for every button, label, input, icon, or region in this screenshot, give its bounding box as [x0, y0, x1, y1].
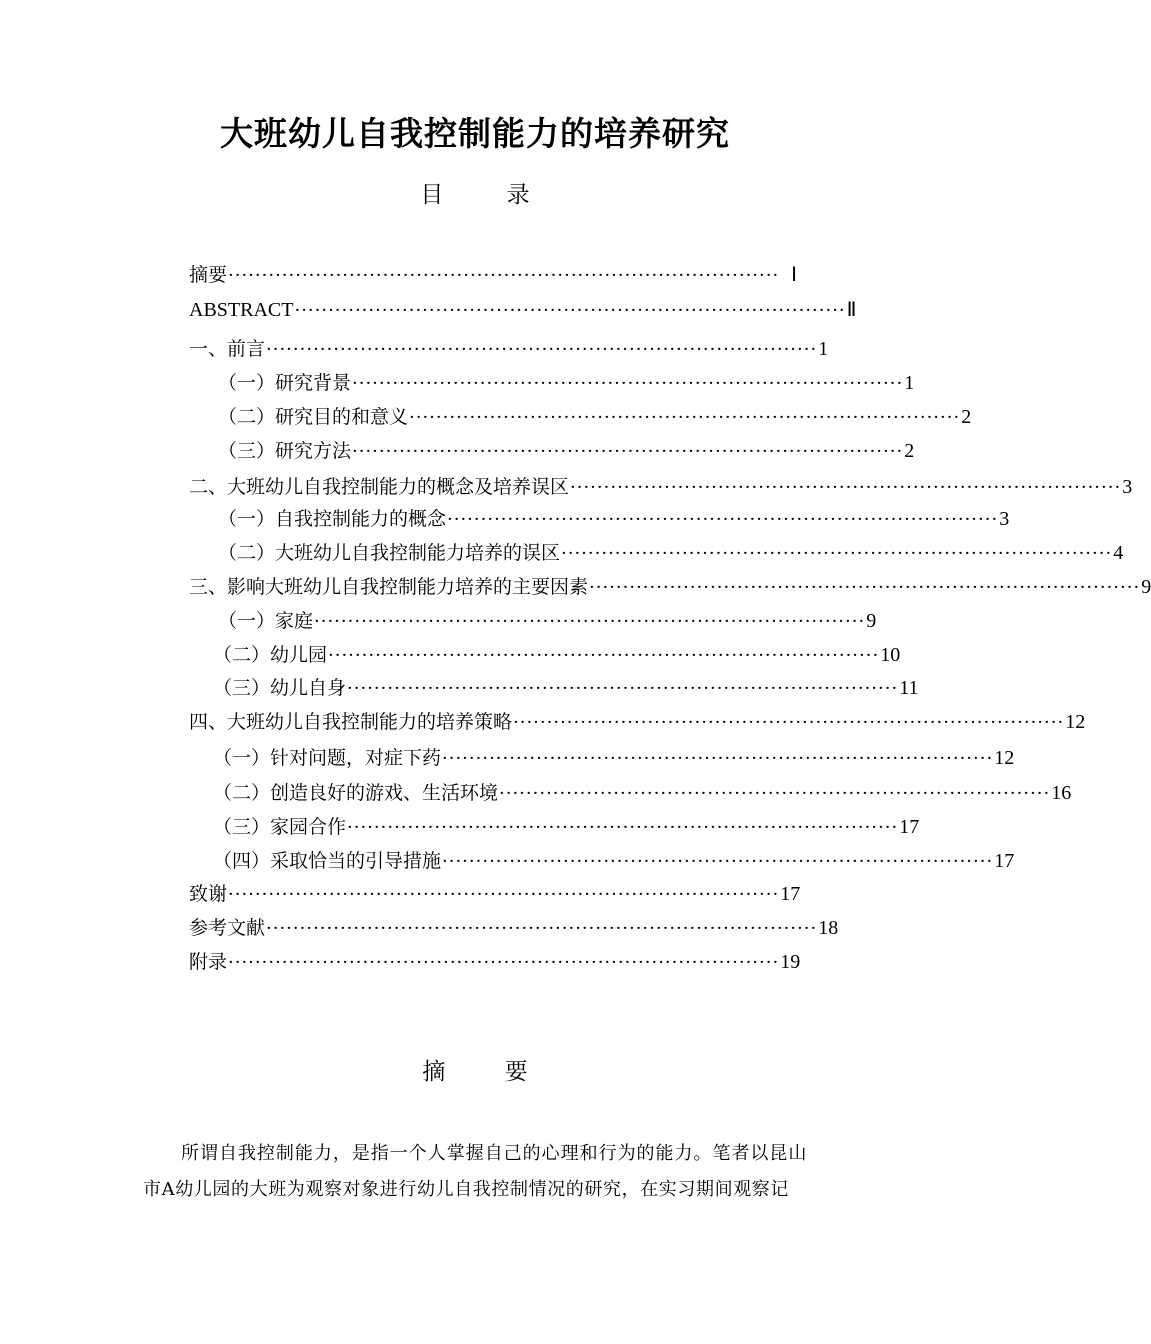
toc-entry[interactable]: [213, 845, 1015, 877]
toc-entry-page: 4: [1113, 542, 1124, 564]
toc-entry-page: 3: [1122, 476, 1133, 498]
toc-leader-dots: ··················································································: [347, 678, 899, 699]
toc-entry[interactable]: [189, 294, 857, 326]
toc-entry-page: 12: [1065, 711, 1086, 733]
toc-entry-page: 12: [994, 747, 1015, 769]
toc-entry-title: 二、大班幼儿自我控制能力的概念及培养误区: [189, 476, 570, 498]
toc-leader-dots: ··················································································: [228, 884, 780, 905]
toc-leader-dots: ··················································································: [442, 748, 994, 769]
toc-entry-title: （二）大班幼儿自我控制能力培养的误区: [218, 542, 561, 564]
toc-entry[interactable]: [218, 401, 972, 433]
toc-entry-title: 参考文献: [189, 917, 266, 939]
toc-entry-title: （一）针对问题，对症下药: [213, 747, 442, 769]
toc-entry-title: 附录: [189, 951, 228, 973]
toc-leader-dots: ··················································································: [447, 509, 999, 530]
toc-entry[interactable]: [218, 367, 915, 399]
toc-entry-page: 3: [999, 508, 1010, 530]
toc-entry-page: 1: [904, 372, 915, 394]
toc-entry[interactable]: [213, 639, 901, 671]
toc-entry-page: 16: [1051, 782, 1072, 804]
toc-entry[interactable]: [189, 571, 1151, 603]
document-title: 大班幼儿自我控制能力的培养研究: [220, 114, 730, 153]
toc-leader-dots: ··················································································: [328, 645, 880, 666]
toc-leader-dots: ··················································································: [442, 851, 994, 872]
toc-leader-dots: ··················································································: [228, 952, 780, 973]
toc-leader-dots: ··················································································: [409, 407, 961, 428]
toc-entry-title: （一）自我控制能力的概念: [218, 508, 447, 530]
toc-entry-title: （三）研究方法: [218, 440, 352, 462]
toc-entry-page: Ⅰ: [791, 264, 797, 286]
toc-leader-dots: ··················································································: [314, 611, 866, 632]
toc-entry-title: （三）幼儿自身: [213, 677, 347, 699]
toc-entry[interactable]: [218, 605, 877, 637]
toc-entry-page: 9: [1141, 576, 1151, 598]
toc-entry-title: （二）创造良好的游戏、生活环境: [213, 782, 499, 804]
toc-entry[interactable]: [189, 946, 801, 978]
toc-entry[interactable]: [189, 912, 839, 944]
toc-entry-title: （二）研究目的和意义: [218, 406, 409, 428]
toc-entry-page: 17: [780, 883, 801, 905]
toc-entry-page: 17: [899, 816, 920, 838]
toc-entry-page: 9: [866, 610, 877, 632]
toc-entry-page: 19: [780, 951, 801, 973]
toc-entry[interactable]: [189, 333, 829, 365]
toc-entry-title: 摘要: [189, 264, 228, 286]
toc-entry-page: Ⅱ: [846, 299, 857, 321]
toc-entry-page: 11: [899, 677, 919, 699]
toc-leader-dots: ··················································································: [347, 817, 899, 838]
toc-leader-dots: ··················································································: [499, 783, 1051, 804]
toc-leader-dots: ··················································································: [570, 477, 1122, 498]
toc-leader-dots: ··················································································: [294, 300, 846, 321]
toc-entry-title: （一）研究背景: [218, 372, 352, 394]
toc-entry[interactable]: [213, 672, 919, 704]
toc-entry-title: 三、影响大班幼儿自我控制能力培养的主要因素: [189, 576, 589, 598]
toc-entry-title: （一）家庭: [218, 610, 314, 632]
toc-entry[interactable]: [189, 471, 1133, 503]
toc-entry-title: （三）家园合作: [213, 816, 347, 838]
toc-leader-dots: ··················································································: [352, 373, 904, 394]
toc-entry-title: ABSTRACT: [189, 299, 294, 321]
toc-entry[interactable]: [189, 259, 797, 291]
toc-entry-title: （二）幼儿园: [213, 644, 328, 666]
toc-entry[interactable]: [218, 435, 915, 467]
toc-entry-page: 2: [961, 406, 972, 428]
toc-entry-title: 四、大班幼儿自我控制能力的培养策略: [189, 711, 513, 733]
toc-leader-dots: ··················································································: [589, 577, 1141, 598]
toc-leader-dots: ··················································································: [266, 339, 818, 360]
toc-leader-dots: ··················································································: [228, 265, 780, 286]
abstract-paragraph: 所谓自我控制能力，是指一个人掌握自己的心理和行为的能力。笔者以昆山市A幼儿园的大班为观察对象进行幼儿自我控制情况的研究，在实习期间观察记: [143, 1143, 807, 1200]
toc-leader-dots: ··················································································: [513, 712, 1065, 733]
toc-heading: 目 录: [420, 182, 558, 208]
toc-entry-page: 18: [818, 917, 839, 939]
toc-entry[interactable]: [218, 537, 1124, 569]
toc-entry[interactable]: [213, 811, 920, 843]
toc-entry[interactable]: [189, 706, 1086, 738]
toc-entry-title: 一、前言: [189, 338, 266, 360]
toc-leader-dots: ··················································································: [561, 543, 1113, 564]
toc-entry-page: 10: [880, 644, 901, 666]
toc-entry-title: （四）采取恰当的引导措施: [213, 850, 442, 872]
toc-entry-page: 2: [904, 440, 915, 462]
toc-entry-title: 致谢: [189, 883, 228, 905]
toc-entry[interactable]: [213, 777, 1072, 809]
toc-entry[interactable]: [218, 503, 1010, 535]
toc-entry-page: 1: [818, 338, 829, 360]
abstract-heading: 摘 要: [422, 1059, 554, 1085]
toc-leader-dots: ··················································································: [352, 441, 904, 462]
toc-entry[interactable]: [213, 742, 1015, 774]
toc-leader-dots: ··················································································: [266, 918, 818, 939]
toc-entry[interactable]: [189, 878, 801, 910]
toc-entry-page: 17: [994, 850, 1015, 872]
